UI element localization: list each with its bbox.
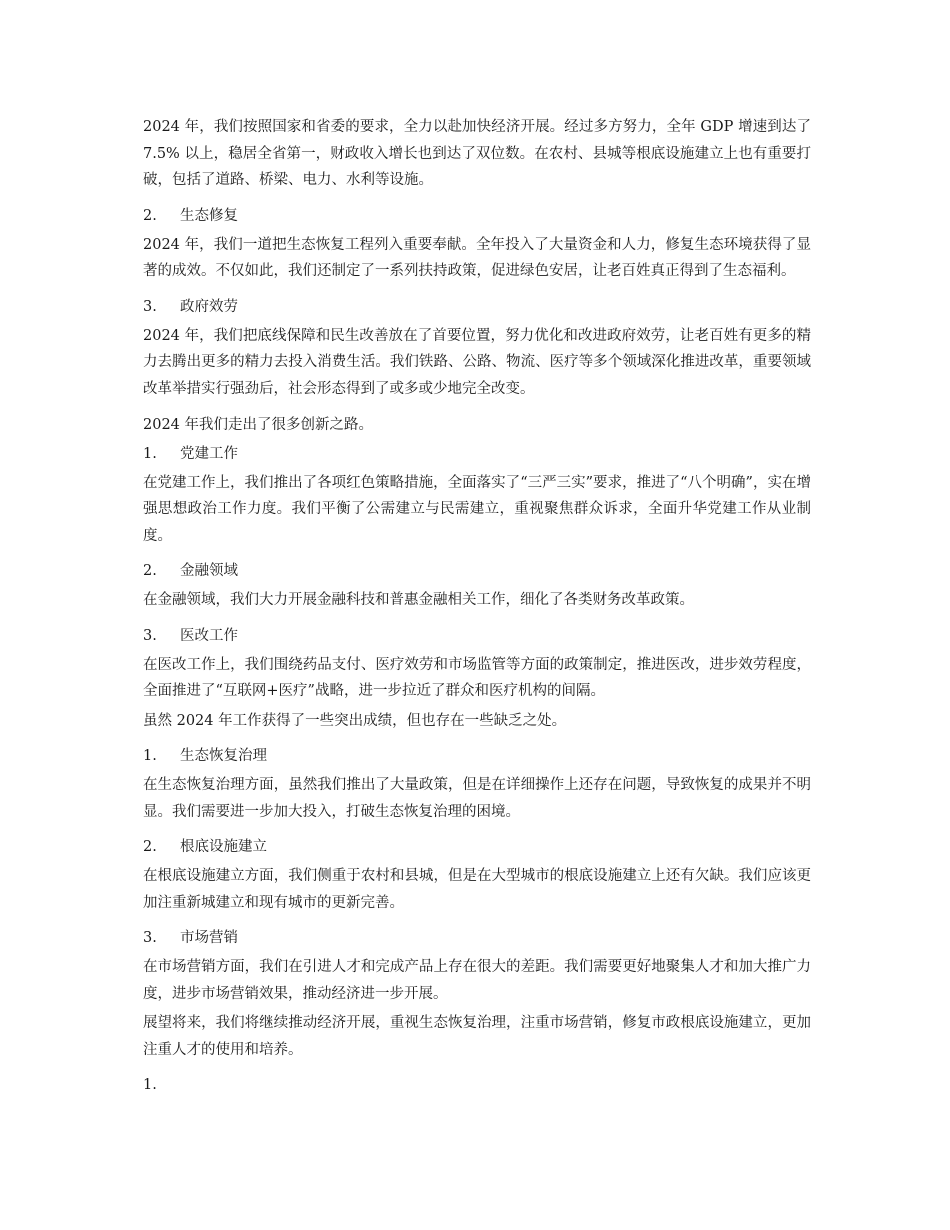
heading-number: 1. [143,748,157,764]
trailing-list-number: 1. [143,1077,157,1093]
paragraph: 2024 年，我们把底线保障和民生改善放在了首要位置，努力优化和改进政府效劳，让老百姓有更多的精力去腾出更多的精力去投入消费生活。我们铁路、公路、物流、医疗等多个领域深化推进改革，重要领域改革举措实行强劲后，社会形态得到了或多或少地完全改变。 [143,327,811,397]
heading-number: 1. [143,445,157,462]
section-heading [143,744,811,768]
heading-number: 2. [143,207,157,224]
document-body [143,114,811,1097]
section-heading [143,926,811,950]
heading-text: 金融领域 [180,563,238,579]
paragraph: 2024 年，我们按照国家和省委的要求，全力以赴加快经济开展。经过多方努力，全年 GDP 增速到达了 7.5% 以上，稳居全省第一，财政收入增长也到达了双位数。在农村、县城等根底设施建立上也有重要打破，包括了道路、桥梁、电力、水利等设施。 [143,119,811,188]
heading-text: 根底设施建立 [180,839,267,855]
paragraph: 展望将来，我们将继续推动经济开展，重视生态恢复治理，注重市场营销，修复市政根底设施建立，更加注重人才的使用和培养。 [143,1015,811,1058]
heading-text: 市场营销 [180,930,238,946]
heading-number: 2. [143,563,157,579]
heading-text: 生态修复 [180,207,238,224]
paragraph: 在根底设施建立方面，我们侧重于农村和县城，但是在大型城市的根底设施建立上还有欠缺。我们应该更加注重新城建立和现有城市的更新完善。 [143,868,811,911]
section-heading [143,559,811,583]
heading-text: 党建工作 [180,445,238,462]
paragraph: 在党建工作上，我们推出了各项红色策略措施，全面落实了“三严三实”要求，推进了“八个明确”，实在增强思想政治工作力度。我们平衡了公需建立与民需建立，重视聚焦群众诉求，全面升华党建工作从业制度。 [143,474,811,544]
heading-number: 2. [143,839,157,855]
paragraph: 在市场营销方面，我们在引进人才和完成产品上存在很大的差距。我们需要更好地聚集人才和加大推广力度，进步市场营销效果，推动经济进一步开展。 [143,959,811,1002]
section-heading [143,835,811,859]
section-heading [143,204,811,228]
section-heading [143,624,811,648]
paragraph: 在生态恢复治理方面，虽然我们推出了大量政策，但是在详细操作上还存在问题，导致恢复的成果并不明显。我们需要进一步加大投入，打破生态恢复治理的困境。 [143,777,811,820]
heading-text: 生态恢复治理 [180,748,267,764]
paragraph: 2024 年，我们一道把生态恢复工程列入重要奉献。全年投入了大量资金和人力，修复生态环境获得了显著的成效。不仅如此，我们还制定了一系列扶持政策，促进绿色安居，让老百姓真正得到了生态福利。 [143,236,811,279]
paragraph: 在金融领域，我们大力开展金融科技和普惠金融相关工作，细化了各类财务改革政策。 [143,592,694,608]
paragraph: 在医改工作上，我们围绕药品支付、医疗效劳和市场监管等方面的政策制定，推进医改，进步效劳程度，全面推进了“互联网+医疗”战略，进一步拉近了群众和医疗机构的间隔。 [143,656,811,699]
section-heading [143,295,811,319]
section-heading [143,442,811,466]
heading-number: 3. [143,298,157,315]
heading-text: 医改工作 [180,627,238,644]
paragraph: 虽然 2024 年工作获得了一些突出成绩，但也存在一些缺乏之处。 [143,712,567,729]
heading-number: 3. [143,930,157,946]
heading-text: 政府效劳 [180,298,238,315]
heading-number: 3. [143,627,157,644]
paragraph: 2024 年我们走出了很多创新之路。 [143,417,374,433]
